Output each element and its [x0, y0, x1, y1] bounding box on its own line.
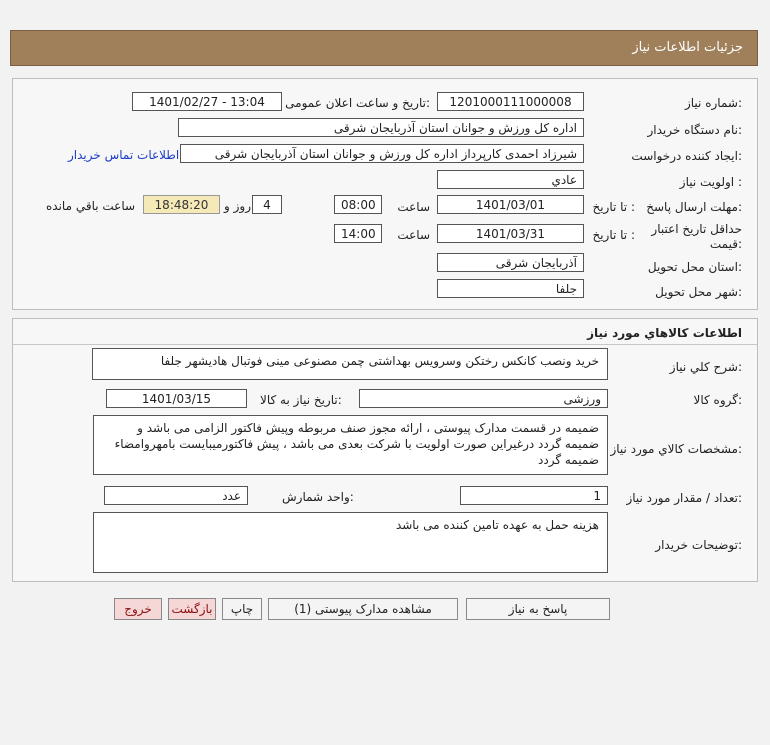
requester-field: شیرزاد احمدی کارپرداز اداره کل ورزش و جوانان استان آذربایجان شرقی: [180, 144, 584, 163]
reply-button[interactable]: پاسخ به نیاز: [466, 598, 610, 620]
city-label: شهر محل تحویل:: [655, 285, 742, 299]
buyer-notes-label: توضیحات خریدار:: [655, 538, 742, 552]
specs-label: مشخصات کالاي مورد نياز:: [610, 442, 742, 456]
days-count-field: 4: [252, 195, 282, 214]
province-label: استان محل تحویل:: [647, 260, 742, 274]
province-field: آذربایجان شرقی: [437, 253, 584, 272]
unit-field: عدد: [104, 486, 248, 505]
view-documents-button[interactable]: مشاهده مدارک پیوستی (1): [268, 598, 458, 620]
description-field: خرید ونصب کانکس رختکن وسرویس بهداشتی چمن مصنوعی مینی فوتبال هادیشهر جلفا: [92, 348, 608, 380]
validity-label: حداقل تاریخ اعتبار قیمت:: [651, 222, 742, 251]
need-date-label: تاریخ نیاز به کالا:: [260, 393, 342, 407]
deadline-date-field: 1401/03/01: [437, 195, 584, 214]
announce-datetime-field: 1401/02/27 - 13:04: [132, 92, 282, 111]
exit-button[interactable]: خروج: [114, 598, 162, 620]
requester-label: ایجاد کننده درخواست:: [631, 149, 742, 163]
need-date-field: 1401/03/15: [106, 389, 247, 408]
group-field: ورزشی: [359, 389, 608, 408]
buyer-contact-link[interactable]: اطلاعات تماس خریدار: [68, 148, 180, 162]
validity-time-field: 14:00: [334, 224, 382, 243]
buyer-org-label: نام دستگاه خریدار:: [647, 123, 742, 137]
days-label: روز و: [224, 199, 251, 213]
city-field: جلفا: [437, 279, 584, 298]
page-header: [10, 30, 758, 66]
description-label: شرح کلي نياز:: [669, 360, 742, 374]
need-info-panel: [12, 78, 758, 310]
remaining-time-field: 18:48:20: [143, 195, 220, 214]
specs-field: ضمیمه در قسمت مدارک پیوستی ، ارائه مجوز صنف مربوطه وپیش فاکتور الزامی می باشد و ضمیمه گردد درغیراین صورت اولویت با شرکت بعدی می باشد ، پیش فاکتورمیبایست بامهروامضاء ضمیمه گردد: [93, 415, 608, 475]
unit-label: واحد شمارش:: [282, 490, 354, 504]
priority-field: عادي: [437, 170, 584, 189]
deadline-time-label: ساعت: [397, 200, 430, 214]
need-number-field: 1201000111000008: [437, 92, 584, 111]
need-number-label: شماره نیاز:: [684, 96, 742, 110]
goods-section-title: اطلاعات کالاهاي مورد نياز: [587, 326, 742, 340]
remaining-label: ساعت باقي مانده: [46, 199, 136, 213]
print-button[interactable]: چاپ: [222, 598, 262, 620]
priority-label: اولویت نیاز :: [679, 175, 742, 189]
section-divider: [13, 344, 757, 345]
deadline-until-label: تا تاریخ :: [592, 200, 635, 214]
deadline-time-field: 08:00: [334, 195, 382, 214]
qty-label: تعداد / مقدار مورد نیاز:: [626, 491, 742, 505]
group-label: گروه کالا:: [693, 393, 742, 407]
page-title: جزئیات اطلاعات نیاز: [632, 40, 743, 55]
qty-field: 1: [460, 486, 608, 505]
buyer-notes-field: هزینه حمل به عهده تامین کننده می باشد: [93, 512, 608, 573]
validity-date-field: 1401/03/31: [437, 224, 584, 243]
deadline-label: مهلت ارسال پاسخ:: [646, 200, 742, 214]
buyer-org-field: اداره کل ورزش و جوانان استان آذربایجان شرقی: [178, 118, 584, 137]
validity-time-label: ساعت: [397, 228, 430, 242]
back-button[interactable]: بازگشت: [168, 598, 216, 620]
announce-label: تاریخ و ساعت اعلان عمومی:: [285, 96, 430, 110]
validity-until-label: تا تاریخ :: [592, 228, 635, 242]
